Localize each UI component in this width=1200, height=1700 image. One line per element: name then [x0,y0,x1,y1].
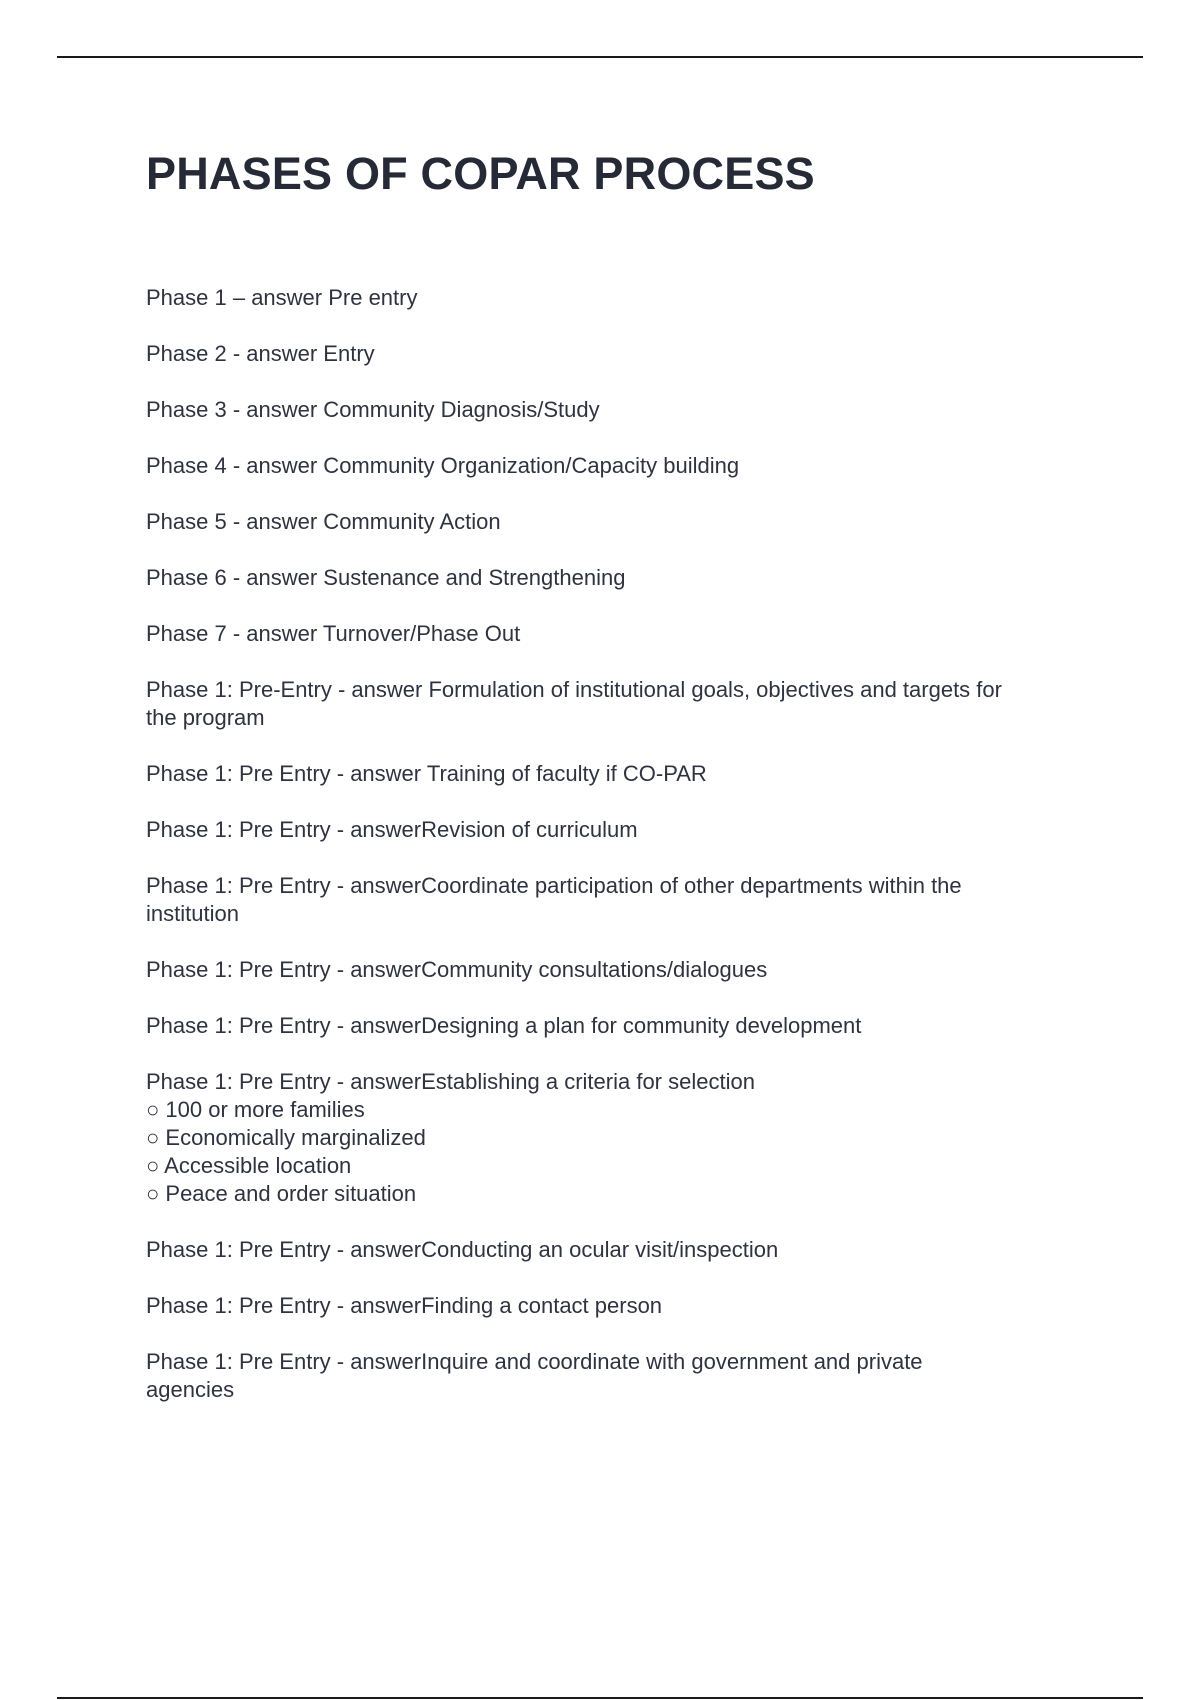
entry-continuation: ○ Peace and order situation [146,1181,417,1206]
qa-entry [146,1012,1106,1040]
entry-text: Phase 1: Pre-Entry - answer Formulation of institutional goals, objectives and targets for [146,677,1002,702]
entry-text: Phase 1: Pre Entry - answerCommunity consultations/dialogues [146,957,768,982]
entry-continuation: the program [146,705,265,730]
entry-text: Phase 6 - answer Sustenance and Strengthening [146,565,626,590]
entry-text: Phase 1: Pre Entry - answer Training of faculty if CO-PAR [146,761,707,786]
entry-text: Phase 1: Pre Entry - answerFinding a contact person [146,1293,663,1318]
qa-entry [146,284,1106,312]
qa-entry [146,956,1106,984]
top-rule [57,56,1143,58]
entry-text: Phase 1: Pre Entry - answerInquire and coordinate with government and private [146,1349,923,1374]
entry-text: Phase 1: Pre Entry - answerCoordinate participation of other departments within the [146,873,962,898]
entry-continuation: agencies [146,1377,235,1402]
qa-entry [146,1236,1106,1264]
qa-entry [146,1348,1106,1404]
entry-text: Phase 1 – answer Pre entry [146,285,418,310]
qa-entry [146,620,1106,648]
entry-continuation: ○ 100 or more families [146,1097,365,1122]
page-title: PHASES OF COPAR PROCESS [146,148,815,199]
entry-text: Phase 1: Pre Entry - answerConducting an ocular visit/inspection [146,1237,779,1262]
entry-text: Phase 3 - answer Community Diagnosis/Study [146,397,600,422]
entry-text: Phase 5 - answer Community Action [146,509,501,534]
entry-text: Phase 4 - answer Community Organization/Capacity building [146,453,740,478]
entry-text: Phase 1: Pre Entry - answerEstablishing a criteria for selection [146,1069,755,1094]
bottom-rule [57,1697,1143,1699]
entry-continuation: ○ Accessible location [146,1153,352,1178]
qa-entry [146,816,1106,844]
qa-entry [146,1068,1106,1208]
qa-entry [146,760,1106,788]
qa-entry [146,340,1106,368]
entry-list [146,284,1106,1432]
entry-text: Phase 7 - answer Turnover/Phase Out [146,621,521,646]
qa-entry [146,452,1106,480]
entry-continuation: ○ Economically marginalized [146,1125,426,1150]
qa-entry [146,1292,1106,1320]
entry-continuation: institution [146,901,239,926]
qa-entry [146,676,1106,732]
entry-text: Phase 1: Pre Entry - answerDesigning a plan for community development [146,1013,862,1038]
qa-entry [146,564,1106,592]
qa-entry [146,396,1106,424]
qa-entry [146,508,1106,536]
entry-text: Phase 1: Pre Entry - answerRevision of curriculum [146,817,638,842]
entry-text: Phase 2 - answer Entry [146,341,375,366]
qa-entry [146,872,1106,928]
